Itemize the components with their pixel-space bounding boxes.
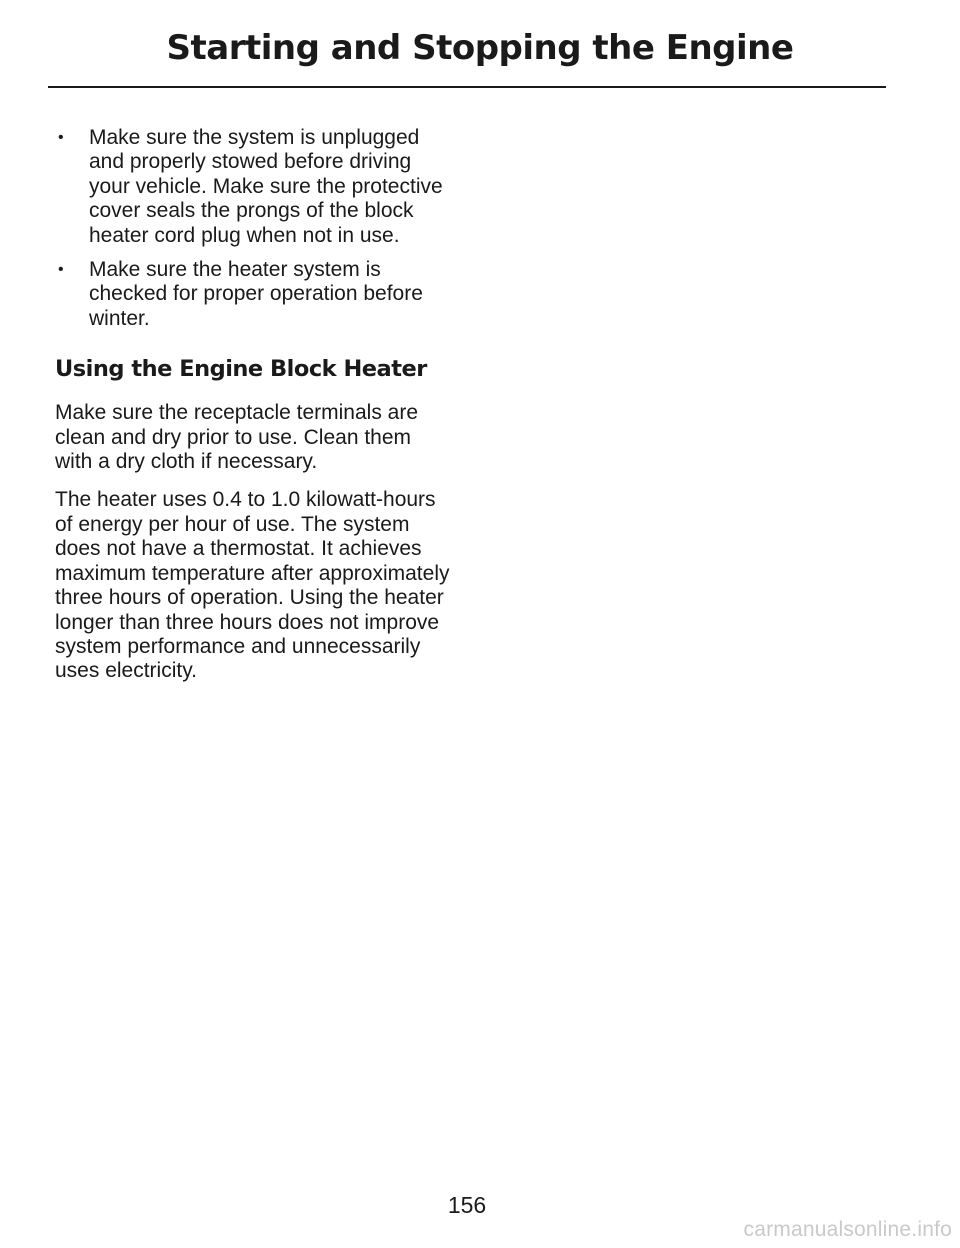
bullet-icon: • bbox=[58, 261, 64, 279]
list-item bbox=[55, 126, 450, 248]
page-number: 156 bbox=[447, 1192, 487, 1218]
bullet-list bbox=[55, 126, 450, 331]
watermark-text: carmanualsonline.info bbox=[743, 1218, 952, 1241]
page-header bbox=[0, 28, 960, 68]
paragraph: Make sure the receptacle terminals are clean and dry prior to use. Clean them with a dry cloth if necessary. bbox=[55, 401, 418, 474]
section-heading: Using the Engine Block Heater bbox=[55, 356, 427, 383]
bullet-text: Make sure the heater system is checked for proper operation before winter. bbox=[89, 258, 423, 330]
header-divider bbox=[48, 86, 886, 88]
list-item bbox=[55, 258, 450, 331]
bullet-text: Make sure the system is unplugged and properly stowed before driving your vehicle. Make sure the protective cover seals the prongs of the block heater cord plug when not in use. bbox=[89, 126, 443, 247]
paragraph: The heater uses 0.4 to 1.0 kilowatt-hours of energy per hour of use. The system does not have a thermostat. It achieves maximum temperature after approximately three hours of operation. Using the heater longer than three hours does not improve system performance and unnecessarily uses electricity. bbox=[55, 488, 450, 683]
page-title: Starting and Stopping the Engine bbox=[166, 28, 794, 68]
bullet-icon: • bbox=[58, 129, 64, 146]
main-content bbox=[55, 126, 450, 698]
